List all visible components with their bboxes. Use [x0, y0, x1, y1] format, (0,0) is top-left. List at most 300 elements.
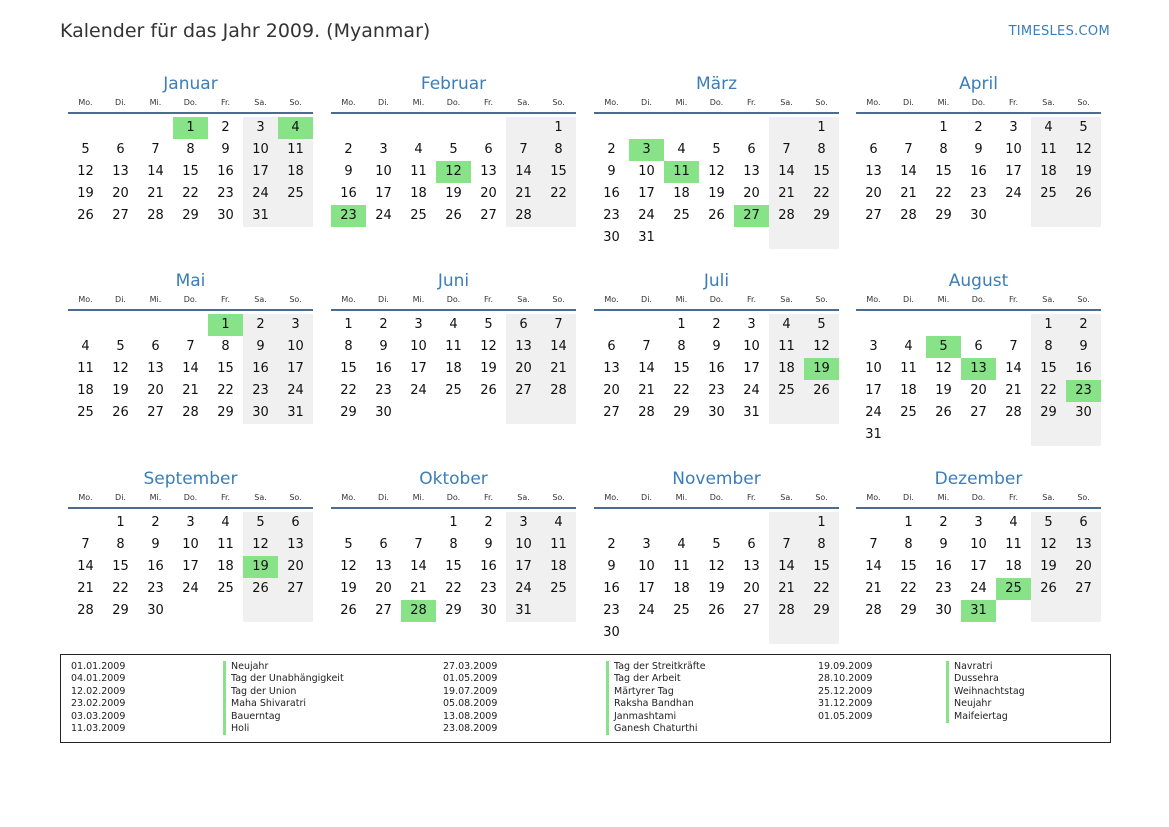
day-cell: 25 [217, 581, 234, 596]
day-cell: 8 [344, 339, 353, 354]
empty-cell [769, 227, 804, 249]
empty-cell [278, 205, 313, 227]
day-cell: 12 [480, 339, 497, 354]
legend-date: 01.05.2009 [818, 710, 873, 722]
empty-cell [138, 314, 173, 336]
day-cell: 21 [769, 578, 804, 600]
day-cell: 3 [278, 314, 313, 336]
legend-date: 01.05.2009 [443, 673, 498, 685]
empty-cell [699, 117, 734, 139]
day-cell: 15 [182, 164, 199, 179]
holiday-day-cell: 27 [734, 205, 769, 227]
day-cell: 2 [344, 142, 353, 157]
weekday-label: Di. [115, 295, 126, 304]
day-cell: 3 [974, 515, 983, 530]
day-cell: 21 [182, 383, 199, 398]
day-cell: 30 [603, 625, 620, 640]
day-cell: 31 [506, 600, 541, 622]
legend-name-column [606, 661, 706, 735]
weekday-header [68, 95, 313, 111]
empty-cell [594, 314, 629, 336]
day-cell: 24 [243, 183, 278, 205]
day-cell: 29 [673, 405, 690, 420]
day-cell: 30 [935, 603, 952, 618]
month-2 [594, 73, 839, 249]
day-cell: 5 [1031, 512, 1066, 534]
day-cell: 8 [221, 339, 230, 354]
day-cell: 14 [147, 164, 164, 179]
day-cell: 11 [673, 559, 690, 574]
legend-holiday-name: Weihnachtstag [946, 686, 1025, 698]
weekday-label: Do. [446, 493, 461, 502]
empty-cell [401, 402, 436, 424]
day-grid [68, 512, 313, 622]
month-divider [331, 112, 576, 114]
empty-cell [629, 117, 664, 139]
day-cell: 21 [77, 581, 94, 596]
empty-cell [278, 600, 313, 622]
day-cell: 25 [673, 208, 690, 223]
day-cell: 6 [1066, 512, 1101, 534]
empty-cell [331, 512, 366, 534]
month-name: Juli [703, 271, 730, 291]
month-divider [856, 112, 1101, 114]
day-cell: 22 [673, 383, 690, 398]
empty-cell [961, 314, 996, 336]
empty-cell [208, 600, 243, 622]
empty-cell [734, 512, 769, 534]
weekday-label: Mi. [675, 295, 688, 304]
day-cell: 19 [445, 186, 462, 201]
empty-cell [506, 402, 541, 424]
day-cell: 18 [900, 383, 917, 398]
day-cell: 9 [939, 537, 948, 552]
day-cell: 15 [804, 161, 839, 183]
day-cell: 18 [541, 556, 576, 578]
weekday-label: So. [552, 295, 565, 304]
day-cell: 4 [904, 339, 913, 354]
day-cell: 2 [712, 317, 721, 332]
day-cell: 14 [769, 556, 804, 578]
weekday-label: So. [289, 493, 302, 502]
day-cell: 11 [217, 537, 234, 552]
day-cell: 14 [769, 161, 804, 183]
day-cell: 13 [506, 336, 541, 358]
day-cell: 9 [344, 164, 353, 179]
day-cell: 17 [506, 556, 541, 578]
weekday-label: Di. [378, 493, 389, 502]
month-8 [68, 468, 313, 622]
day-cell: 10 [410, 339, 427, 354]
weekday-label: Di. [115, 98, 126, 107]
month-divider [331, 309, 576, 311]
month-name: Mai [175, 271, 206, 291]
day-cell: 24 [638, 603, 655, 618]
day-cell: 12 [112, 361, 129, 376]
weekday-label: Mi. [412, 98, 425, 107]
weekday-label: Do. [183, 493, 198, 502]
legend-holiday-name: Tag der Union [223, 686, 344, 698]
day-cell: 14 [541, 336, 576, 358]
weekday-label: Do. [183, 295, 198, 304]
empty-cell [804, 227, 839, 249]
day-cell: 1 [344, 317, 353, 332]
legend-holiday-name: Bauerntag [223, 711, 344, 723]
holiday-day-cell: 12 [436, 161, 471, 183]
weekday-label: Di. [378, 295, 389, 304]
legend-date: 19.09.2009 [818, 661, 873, 672]
day-cell: 6 [869, 142, 878, 157]
legend-date: 01.01.2009 [71, 661, 126, 672]
day-cell: 19 [1031, 556, 1066, 578]
legend-date-column [443, 661, 497, 735]
day-cell: 8 [677, 339, 686, 354]
day-cell: 12 [340, 559, 357, 574]
day-cell: 5 [449, 142, 458, 157]
day-cell: 18 [1031, 161, 1066, 183]
day-cell: 6 [116, 142, 125, 157]
day-cell: 24 [410, 383, 427, 398]
empty-cell [664, 117, 699, 139]
day-cell: 30 [217, 208, 234, 223]
day-grid [68, 314, 313, 424]
weekday-label: Di. [641, 493, 652, 502]
day-cell: 12 [1031, 534, 1066, 556]
day-cell: 16 [935, 559, 952, 574]
day-cell: 1 [804, 117, 839, 139]
day-cell: 5 [81, 142, 90, 157]
weekday-label: Do. [446, 98, 461, 107]
day-cell: 2 [607, 537, 616, 552]
month-name: Januar [163, 74, 218, 94]
month-divider [856, 309, 1101, 311]
weekday-label: Di. [641, 295, 652, 304]
day-cell: 10 [278, 336, 313, 358]
day-cell: 18 [278, 161, 313, 183]
weekday-label: Sa. [780, 295, 793, 304]
weekday-label: Mi. [675, 493, 688, 502]
day-cell: 1 [939, 120, 948, 135]
day-cell: 3 [869, 339, 878, 354]
day-cell: 17 [278, 358, 313, 380]
day-cell: 12 [804, 336, 839, 358]
legend-date-column [818, 661, 872, 723]
day-cell: 24 [743, 383, 760, 398]
weekday-label: So. [815, 98, 828, 107]
weekday-label: Do. [446, 295, 461, 304]
day-cell: 5 [712, 142, 721, 157]
day-cell: 20 [278, 556, 313, 578]
day-cell: 9 [484, 537, 493, 552]
day-cell: 9 [607, 559, 616, 574]
legend-holiday-name: Neujahr [946, 698, 1025, 710]
day-grid [856, 314, 1101, 446]
empty-cell [401, 117, 436, 139]
day-cell: 7 [642, 339, 651, 354]
day-cell: 16 [603, 581, 620, 596]
day-cell: 3 [747, 317, 756, 332]
day-cell: 5 [804, 314, 839, 336]
empty-cell [1031, 424, 1066, 446]
day-cell: 1 [449, 515, 458, 530]
day-cell: 22 [340, 383, 357, 398]
weekday-label: Mi. [149, 493, 162, 502]
day-cell: 3 [243, 117, 278, 139]
empty-cell [926, 314, 961, 336]
holiday-day-cell: 31 [961, 600, 996, 622]
day-cell: 16 [603, 186, 620, 201]
day-cell: 27 [865, 208, 882, 223]
day-cell: 30 [1066, 402, 1101, 424]
day-cell: 12 [243, 534, 278, 556]
day-cell: 11 [77, 361, 94, 376]
day-cell: 2 [974, 120, 983, 135]
weekday-label: Sa. [780, 493, 793, 502]
empty-cell [541, 205, 576, 227]
day-cell: 28 [77, 603, 94, 618]
empty-cell [996, 314, 1031, 336]
day-cell: 17 [865, 383, 882, 398]
day-cell: 7 [506, 139, 541, 161]
weekday-label: Fr. [1008, 98, 1019, 107]
day-cell: 30 [603, 230, 620, 245]
day-cell: 23 [147, 581, 164, 596]
day-cell: 3 [506, 512, 541, 534]
month-name: Juni [437, 271, 470, 291]
legend-date: 13.08.2009 [443, 710, 498, 722]
day-cell: 23 [603, 208, 620, 223]
empty-cell [769, 402, 804, 424]
day-cell: 16 [217, 164, 234, 179]
empty-cell [103, 314, 138, 336]
weekday-label: Mi. [937, 295, 950, 304]
day-cell: 8 [939, 142, 948, 157]
day-cell: 15 [900, 559, 917, 574]
weekday-label: Di. [378, 98, 389, 107]
empty-cell [1066, 600, 1101, 622]
day-cell: 12 [77, 164, 94, 179]
weekday-label: Mi. [675, 98, 688, 107]
empty-cell [1031, 600, 1066, 622]
day-cell: 10 [182, 537, 199, 552]
day-cell: 22 [541, 183, 576, 205]
legend-date: 12.02.2009 [71, 685, 126, 697]
holiday-day-cell: 23 [331, 205, 366, 227]
day-cell: 22 [217, 383, 234, 398]
day-cell: 18 [769, 358, 804, 380]
weekday-header [594, 95, 839, 111]
day-cell: 16 [480, 559, 497, 574]
month-name: August [948, 271, 1009, 291]
day-cell: 8 [449, 537, 458, 552]
day-cell: 30 [375, 405, 392, 420]
weekday-label: Fr. [1008, 295, 1019, 304]
day-cell: 24 [182, 581, 199, 596]
day-cell: 6 [607, 339, 616, 354]
day-cell: 1 [116, 515, 125, 530]
weekday-label: Sa. [254, 493, 267, 502]
day-cell: 22 [112, 581, 129, 596]
legend-date: 11.03.2009 [71, 722, 126, 734]
empty-cell [769, 512, 804, 534]
day-cell: 31 [865, 427, 882, 442]
weekday-label: Di. [903, 493, 914, 502]
day-cell: 26 [1066, 183, 1101, 205]
day-cell: 25 [541, 578, 576, 600]
day-cell: 5 [243, 512, 278, 534]
day-cell: 21 [865, 581, 882, 596]
month-divider [594, 507, 839, 509]
day-cell: 2 [221, 120, 230, 135]
empty-cell [401, 512, 436, 534]
day-cell: 28 [900, 208, 917, 223]
weekday-label: Mo. [604, 295, 619, 304]
weekday-label: So. [289, 98, 302, 107]
day-cell: 11 [410, 164, 427, 179]
weekday-label: Fr. [220, 493, 231, 502]
legend-holiday-name: Raksha Bandhan [606, 698, 706, 710]
day-cell: 27 [506, 380, 541, 402]
day-cell: 26 [1031, 578, 1066, 600]
day-cell: 24 [375, 208, 392, 223]
day-cell: 28 [147, 208, 164, 223]
day-cell: 20 [147, 383, 164, 398]
empty-cell [594, 117, 629, 139]
day-cell: 20 [970, 383, 987, 398]
day-cell: 4 [769, 314, 804, 336]
weekday-label: Sa. [517, 295, 530, 304]
weekday-header [68, 490, 313, 506]
weekday-label: Mo. [78, 295, 93, 304]
holiday-day-cell: 28 [401, 600, 436, 622]
legend-holiday-name: Janmashtami [606, 711, 706, 723]
weekday-label: Sa. [1042, 295, 1055, 304]
day-cell: 25 [1031, 183, 1066, 205]
empty-cell [1066, 205, 1101, 227]
month-name: April [959, 74, 998, 94]
empty-cell [734, 117, 769, 139]
day-grid [594, 512, 839, 644]
day-cell: 17 [1005, 164, 1022, 179]
weekday-label: Di. [641, 98, 652, 107]
month-9 [331, 468, 576, 622]
day-cell: 20 [506, 358, 541, 380]
month-divider [68, 507, 313, 509]
day-cell: 18 [673, 186, 690, 201]
weekday-label: Do. [971, 295, 986, 304]
day-cell: 1 [541, 117, 576, 139]
day-cell: 13 [112, 164, 129, 179]
day-cell: 23 [603, 603, 620, 618]
day-cell: 15 [217, 361, 234, 376]
day-cell: 10 [865, 361, 882, 376]
day-cell: 12 [935, 361, 952, 376]
legend-date: 04.01.2009 [71, 673, 126, 685]
site-brand-link[interactable]: TIMESLES.COM [1008, 24, 1110, 39]
legend-date: 03.03.2009 [71, 710, 126, 722]
day-cell: 7 [414, 537, 423, 552]
weekday-label: Do. [709, 295, 724, 304]
day-cell: 3 [414, 317, 423, 332]
weekday-label: Mo. [866, 98, 881, 107]
weekday-label: Do. [709, 493, 724, 502]
holiday-legend [60, 654, 1111, 743]
month-name: Oktober [419, 469, 488, 489]
day-cell: 17 [182, 559, 199, 574]
day-cell: 17 [410, 361, 427, 376]
month-3 [856, 73, 1101, 227]
day-cell: 18 [77, 383, 94, 398]
day-cell: 15 [935, 164, 952, 179]
day-cell: 10 [243, 139, 278, 161]
day-cell: 10 [638, 559, 655, 574]
empty-cell [891, 424, 926, 446]
day-cell: 23 [217, 186, 234, 201]
day-cell: 22 [804, 183, 839, 205]
day-cell: 20 [1066, 556, 1101, 578]
legend-name-column [946, 661, 1025, 723]
day-cell: 9 [243, 336, 278, 358]
empty-cell [629, 622, 664, 644]
day-grid [856, 117, 1101, 227]
day-cell: 10 [375, 164, 392, 179]
day-cell: 19 [480, 361, 497, 376]
weekday-label: Fr. [483, 295, 494, 304]
empty-cell [769, 622, 804, 644]
day-cell: 17 [743, 361, 760, 376]
day-cell: 14 [1005, 361, 1022, 376]
day-cell: 24 [1005, 186, 1022, 201]
weekday-label: Mo. [341, 98, 356, 107]
day-cell: 1 [904, 515, 913, 530]
day-cell: 30 [243, 402, 278, 424]
day-cell: 28 [182, 405, 199, 420]
weekday-label: So. [1077, 98, 1090, 107]
day-cell: 27 [278, 578, 313, 600]
day-cell: 4 [81, 339, 90, 354]
day-cell: 28 [865, 603, 882, 618]
day-cell: 24 [865, 405, 882, 420]
legend-holiday-name: Tag der Streitkräfte [606, 661, 706, 673]
empty-cell [699, 227, 734, 249]
month-name: September [143, 469, 238, 489]
day-cell: 1 [677, 317, 686, 332]
day-cell: 22 [445, 581, 462, 596]
month-10 [594, 468, 839, 644]
weekday-label: Mi. [412, 295, 425, 304]
holiday-day-cell: 5 [926, 336, 961, 358]
day-cell: 15 [673, 361, 690, 376]
holiday-day-cell: 1 [208, 314, 243, 336]
day-cell: 4 [221, 515, 230, 530]
day-grid [331, 117, 576, 227]
legend-date: 23.02.2009 [71, 698, 126, 710]
empty-cell [996, 600, 1031, 622]
weekday-header [594, 490, 839, 506]
weekday-label: So. [815, 295, 828, 304]
day-cell: 2 [939, 515, 948, 530]
day-cell: 21 [1005, 383, 1022, 398]
day-cell: 20 [480, 186, 497, 201]
weekday-header [856, 95, 1101, 111]
weekday-label: Mo. [341, 295, 356, 304]
month-divider [856, 507, 1101, 509]
weekday-label: So. [552, 493, 565, 502]
weekday-label: Do. [709, 98, 724, 107]
empty-cell [699, 622, 734, 644]
day-cell: 7 [1009, 339, 1018, 354]
legend-date: 28.10.2009 [818, 673, 873, 685]
